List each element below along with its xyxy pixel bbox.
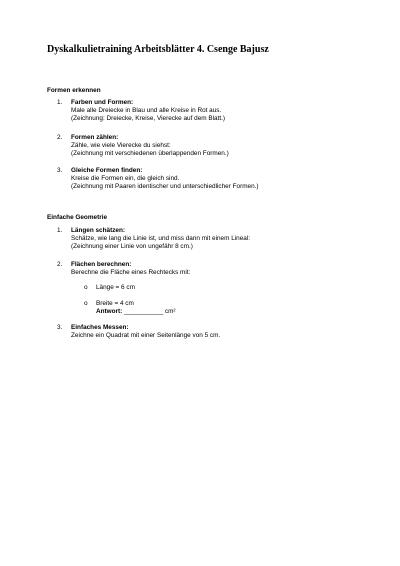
answer-blank: ___________ cm² — [122, 308, 176, 315]
item-heading: Längen schätzen: — [71, 227, 125, 234]
document-title: Dyskalkulietraining Arbeitsblätter 4. Csenge Bajusz — [47, 44, 269, 55]
item-text: Zähle, wie viele Vierecke du siehst: — [71, 142, 171, 150]
item-text: Kreise die Formen ein, die gleich sind. — [71, 175, 180, 183]
bullet-text: Breite = 4 cm — [96, 300, 134, 307]
item-heading: Farben und Formen: — [71, 99, 134, 106]
item-note: (Zeichnung einer Linie von ungefähr 8 cm.) — [71, 243, 193, 251]
item-heading: Einfaches Messen: — [71, 324, 129, 331]
section-heading-einfache-geometrie: Einfache Geometrie — [47, 214, 108, 221]
bullet-mark: o — [84, 300, 88, 307]
item-text: Berechne die Fläche eines Rechtecks mit: — [71, 269, 191, 277]
item-number: 1. — [57, 227, 63, 234]
item-note: (Zeichnung mit verschiedenen überlappenden Formen.) — [71, 150, 229, 158]
item-heading: Formen zählen: — [71, 134, 119, 141]
bullet-mark: o — [84, 284, 88, 291]
item-text: Schätze, wie lang die Linie ist, und miss dann mit einem Lineal: — [71, 235, 251, 243]
item-text: Male alle Dreiecke in Blau und alle Kreise in Rot aus. — [71, 107, 222, 115]
bullet-text: Länge = 6 cm — [96, 284, 135, 291]
item-number: 1. — [57, 99, 63, 106]
item-note: (Zeichnung: Dreiecke, Kreise, Vierecke auf dem Blatt.) — [71, 115, 226, 123]
answer-line — [96, 308, 176, 316]
item-note: (Zeichnung mit Paaren identischer und unterschiedlicher Formen.) — [71, 183, 259, 191]
item-number: 2. — [57, 134, 63, 141]
section-heading-formen-erkennen: Formen erkennen — [47, 87, 101, 94]
item-heading: Flächen berechnen: — [71, 261, 132, 268]
item-number: 2. — [57, 261, 63, 268]
answer-label: Antwort: — [96, 308, 123, 315]
item-number: 3. — [57, 167, 63, 174]
item-number: 3. — [57, 324, 63, 331]
item-heading: Gleiche Formen finden: — [71, 167, 143, 174]
item-text: Zeichne ein Quadrat mit einer Seitenlänge von 5 cm. — [71, 332, 221, 340]
